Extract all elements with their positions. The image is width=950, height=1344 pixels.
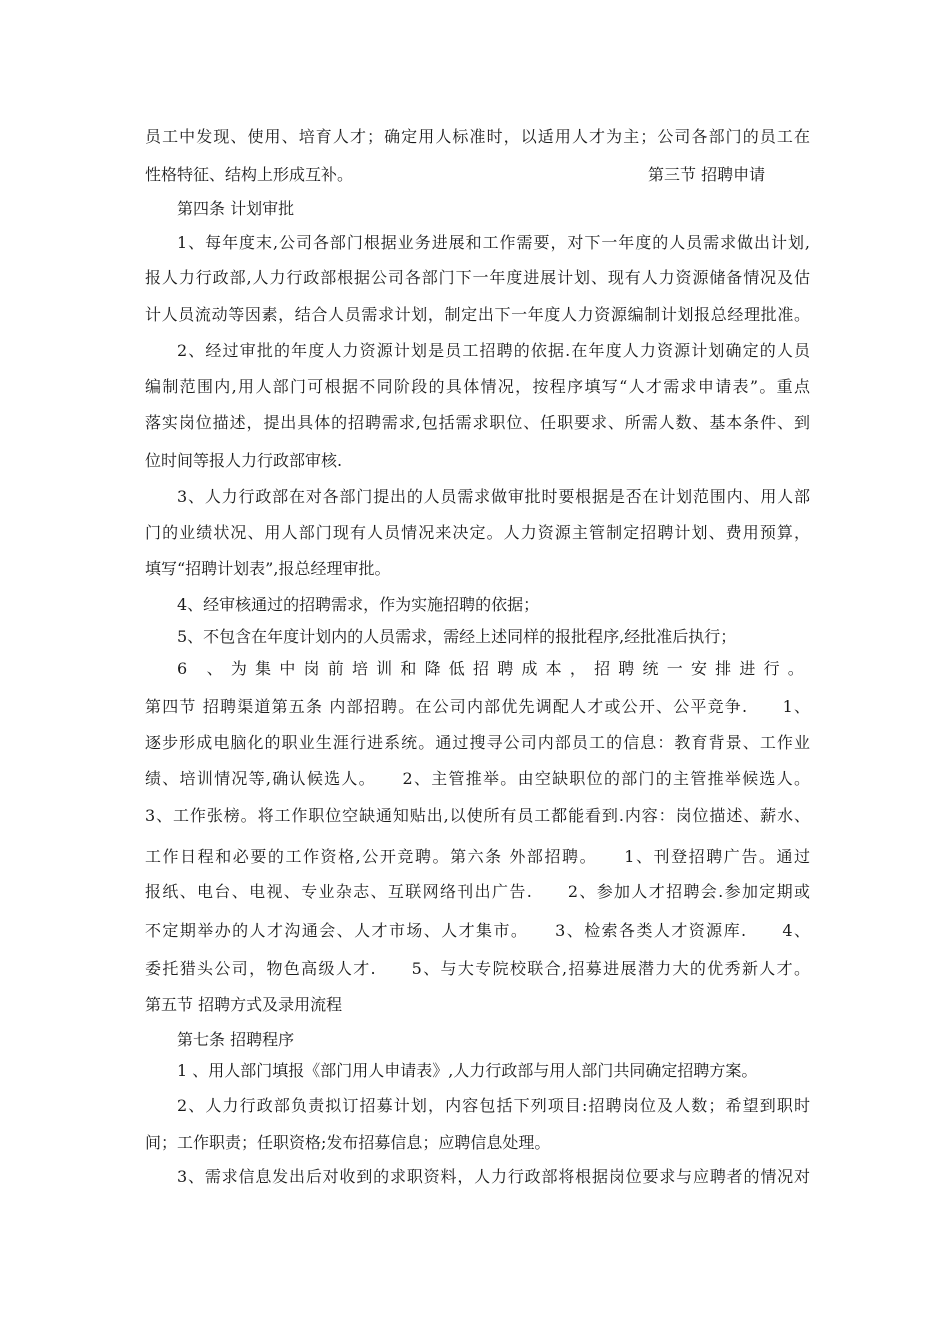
text-line: 工作日程和必要的工作资格,公开竞聘。第六条 外部招聘。 1、刊登招聘广告。通过 bbox=[145, 847, 810, 866]
text-line: 3、工作张榜。将工作职位空缺通知贴出,以使所有员工都能看到.内容：岗位描述、薪水、 bbox=[145, 806, 810, 825]
text-line: 门的业绩状况、用人部门现有人员情况来决定。人力资源主管制定招聘计划、费用预算， bbox=[145, 523, 810, 542]
text-line: 不定期举办的人才沟通会、人才市场、人才集市。 3、检索各类人才资源库. 4、 bbox=[145, 921, 810, 940]
text-line: 第四节 招聘渠道第五条 内部招聘。在公司内部优先调配人才或公开、公平竞争. 1、 bbox=[145, 697, 810, 716]
section-heading: 第三节 招聘申请 bbox=[648, 165, 766, 184]
text-line: 间；工作职责；任职资格;发布招募信息；应聘信息处理。 bbox=[145, 1133, 551, 1152]
text-line: 逐步形成电脑化的职业生涯行进系统。通过搜寻公司内部员工的信息：教育背景、工作业 bbox=[145, 733, 810, 752]
text-line: 2、经过审批的年度人力资源计划是员工招聘的依据.在年度人力资源计划确定的人员 bbox=[177, 341, 810, 360]
text-line: 报人力行政部,人力行政部根据公司各部门下一年度进展计划、现有人力资源储备情况及估 bbox=[145, 268, 810, 287]
section-heading: 第五节 招聘方式及录用流程 bbox=[145, 995, 343, 1014]
text-line: 落实岗位描述，提出具体的招聘需求,包括需求职位、任职要求、所需人数、基本条件、到 bbox=[145, 413, 810, 432]
text-line: 5、不包含在年度计划内的人员需求，需经上述同样的报批程序,经批准后执行； bbox=[177, 627, 737, 646]
text-line: 6 、为集中岗前培训和降低招聘成本，招聘统一安排进行。 bbox=[177, 659, 810, 678]
text-line: 位时间等报人力行政部审核. bbox=[145, 451, 343, 470]
text-line: 2、人力行政部负责拟订招募计划，内容包括下列项目:招聘岗位及人数；希望到职时 bbox=[177, 1096, 810, 1115]
text-line: 1、每年度末,公司各部门根据业务进展和工作需要，对下一年度的人员需求做出计划, bbox=[177, 233, 810, 252]
text-line: 3、人力行政部在对各部门提出的人员需求做审批时要根据是否在计划范围内、用人部 bbox=[177, 487, 810, 506]
text-line: 3、需求信息发出后对收到的求职资料，人力行政部将根据岗位要求与应聘者的情况对 bbox=[177, 1167, 810, 1186]
text-line: 绩、培训情况等,确认候选人。 2、主管推举。由空缺职位的部门的主管推举候选人。 bbox=[145, 769, 810, 788]
text-line: 填写“招聘计划表”,报总经理审批。 bbox=[145, 559, 391, 578]
article-heading: 第七条 招聘程序 bbox=[177, 1030, 295, 1049]
text-line: 委托猎头公司，物色高级人才. 5、与大专院校联合,招募进展潜力大的优秀新人才。 bbox=[145, 959, 810, 978]
text-line: 编制范围内,用人部门可根据不同阶段的具体情况，按程序填写“人才需求申请表”。重点 bbox=[145, 377, 810, 396]
text-line: 计人员流动等因素，结合人员需求计划，制定出下一年度人力资源编制计划报总经理批准。 bbox=[145, 305, 810, 324]
article-heading: 第四条 计划审批 bbox=[177, 199, 295, 218]
text-line: 员工中发现、使用、培育人才；确定用人标准时，以适用人才为主；公司各部门的员工在 bbox=[145, 127, 810, 146]
text-line: 性格特征、结构上形成互补。 bbox=[145, 165, 354, 184]
text-line: 4、经审核通过的招聘需求，作为实施招聘的依据； bbox=[177, 595, 540, 614]
text-line: 报纸、电台、电视、专业杂志、互联网络刊出广告. 2、参加人才招聘会.参加定期或 bbox=[145, 882, 810, 901]
text-line: 1 、用人部门填报《部门用人申请表》,人力行政部与用人部门共同确定招聘方案。 bbox=[177, 1061, 758, 1080]
